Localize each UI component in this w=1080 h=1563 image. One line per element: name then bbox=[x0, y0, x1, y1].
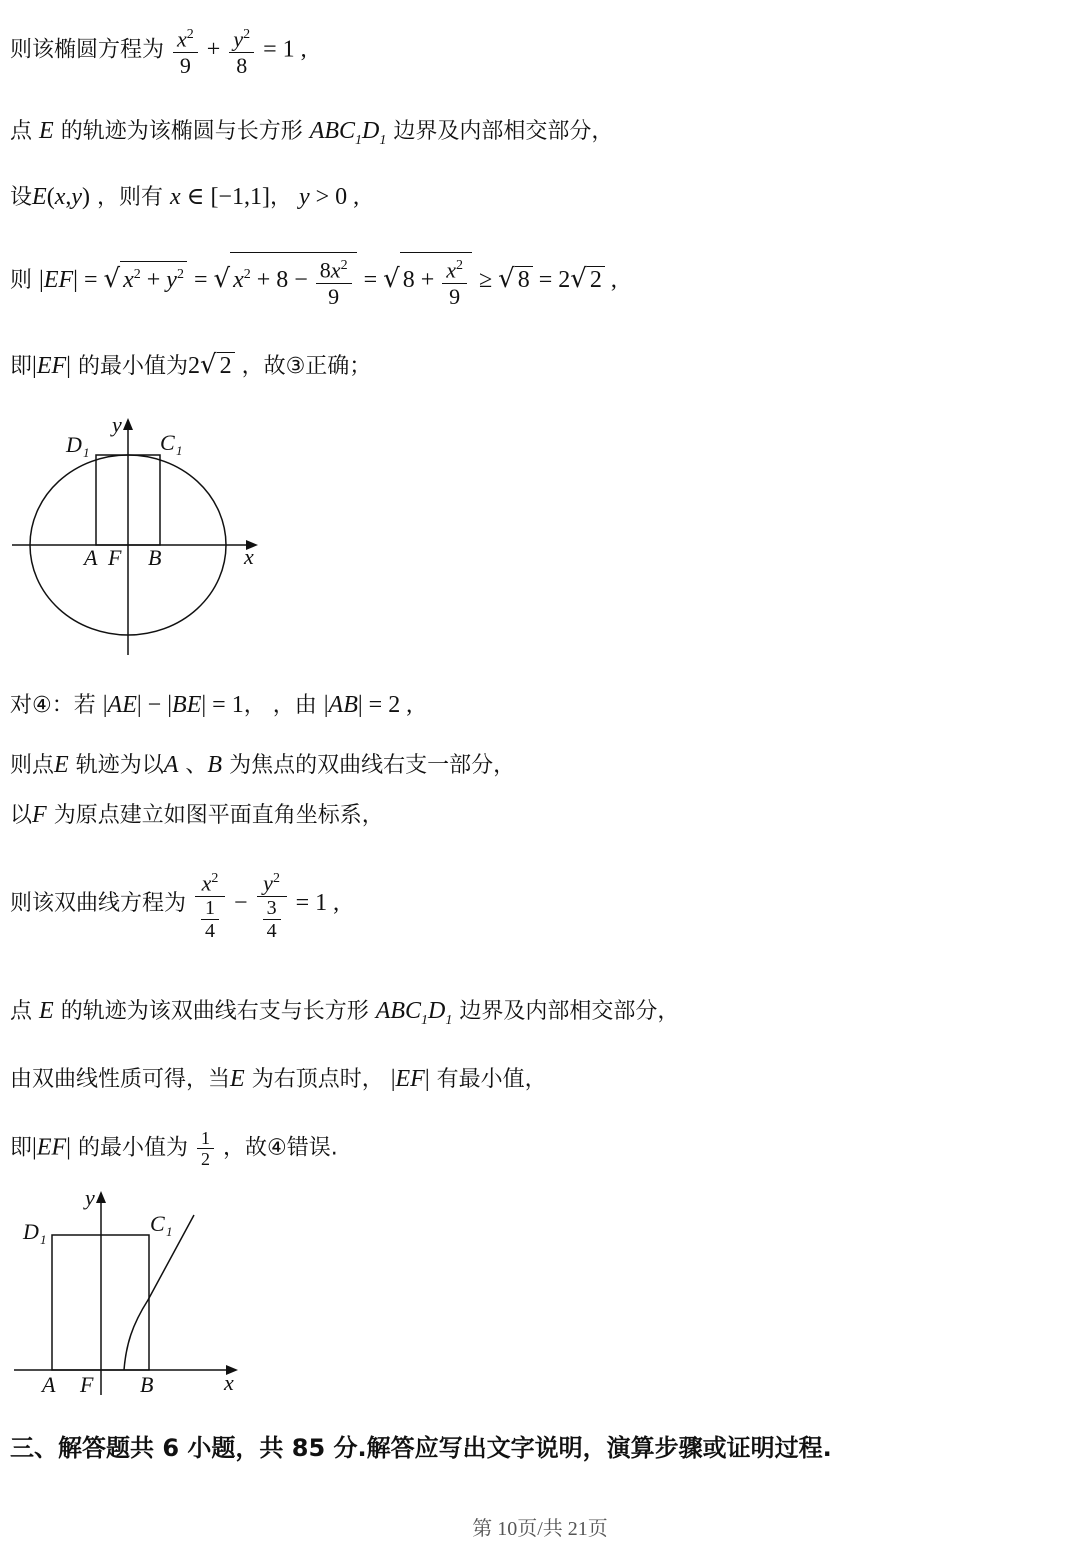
case-four-line: 对④：若 |AE| − |BE| = 1， ，由 |AB| = 2 , bbox=[10, 692, 413, 718]
b-label: B bbox=[140, 1372, 154, 1397]
svg-text:1: 1 bbox=[83, 445, 90, 460]
coordinate-setup-line: 以F 为原点建立如图平面直角坐标系， bbox=[10, 802, 384, 828]
ef-min-half-line: 即|EF| 的最小值为 $\frac{1}{2}$ ，故④错误. bbox=[10, 1128, 338, 1169]
d1-label: D bbox=[66, 432, 82, 457]
hyperbola-equation-line: 则该双曲线方程为 $\frac{x^2}{\frac{1}{4}}$ − $\frac{y^2}{\frac{3}{4}}$ = 1 , bbox=[10, 866, 339, 942]
ellipse-figure bbox=[10, 410, 280, 660]
set-point-line: 设E(x,y) ，则有 x ∈ [−1,1]， y > 0 , bbox=[10, 184, 360, 210]
hyperbola-focus-line: 则点E 轨迹为以A 、B 为焦点的双曲线右支一部分， bbox=[10, 752, 516, 778]
section-heading: 三、解答题共 6 小题，共 85 分.解答应写出文字说明，演算步骤或证明过程. bbox=[10, 1434, 832, 1462]
a-label: A bbox=[42, 1372, 56, 1397]
svg-text:1: 1 bbox=[176, 443, 183, 458]
ef-distance-line: 则 |EF| = √ $x^2 + y^2$ = √ $x^2 + 8$ − $\frac{8x^2}{9}$ = √ 8 + $\frac{x^2}{9}$ ≥ √ 8 = 2√ 2 , bbox=[10, 252, 617, 310]
hyperbola-figure bbox=[10, 1185, 260, 1400]
ellipse-trajectory-line: 点 E 的轨迹为该椭圆与长方形 $ABC_1D_1$ 边界及内部相交部分， bbox=[10, 118, 614, 148]
page-footer: 第 10页/共 21页 bbox=[472, 1518, 608, 1540]
c1-label: C bbox=[160, 430, 175, 455]
ef-min-line: 即|EF| 的最小值为2√ 2 ，故③正确； bbox=[10, 350, 372, 380]
svg-text:1: 1 bbox=[40, 1232, 47, 1247]
f-label: F bbox=[108, 545, 122, 570]
a-label: A bbox=[84, 545, 98, 570]
hyperbola-trajectory-line: 点 E 的轨迹为该双曲线右支与长方形 $ABC_1D_1$ 边界及内部相交部分， bbox=[10, 998, 680, 1028]
d1-label: D bbox=[23, 1219, 39, 1244]
vertex-line: 由双曲线性质可得，当E 为右顶点时， |EF| 有最小值， bbox=[10, 1066, 547, 1092]
b-label: B bbox=[148, 545, 162, 570]
c1-label: C bbox=[150, 1211, 165, 1236]
x-axis-label: x bbox=[224, 1370, 234, 1395]
f-label: F bbox=[80, 1372, 94, 1397]
y-axis-label: y bbox=[112, 412, 122, 437]
y-axis-label: y bbox=[85, 1185, 95, 1210]
x-axis-label: x bbox=[244, 544, 254, 569]
svg-text:1: 1 bbox=[166, 1224, 173, 1239]
ellipse-equation-line: 则该椭圆方程为 $\frac{x^2}{9}$ + $\frac{y^2}{8}$ = 1 , bbox=[10, 22, 307, 79]
